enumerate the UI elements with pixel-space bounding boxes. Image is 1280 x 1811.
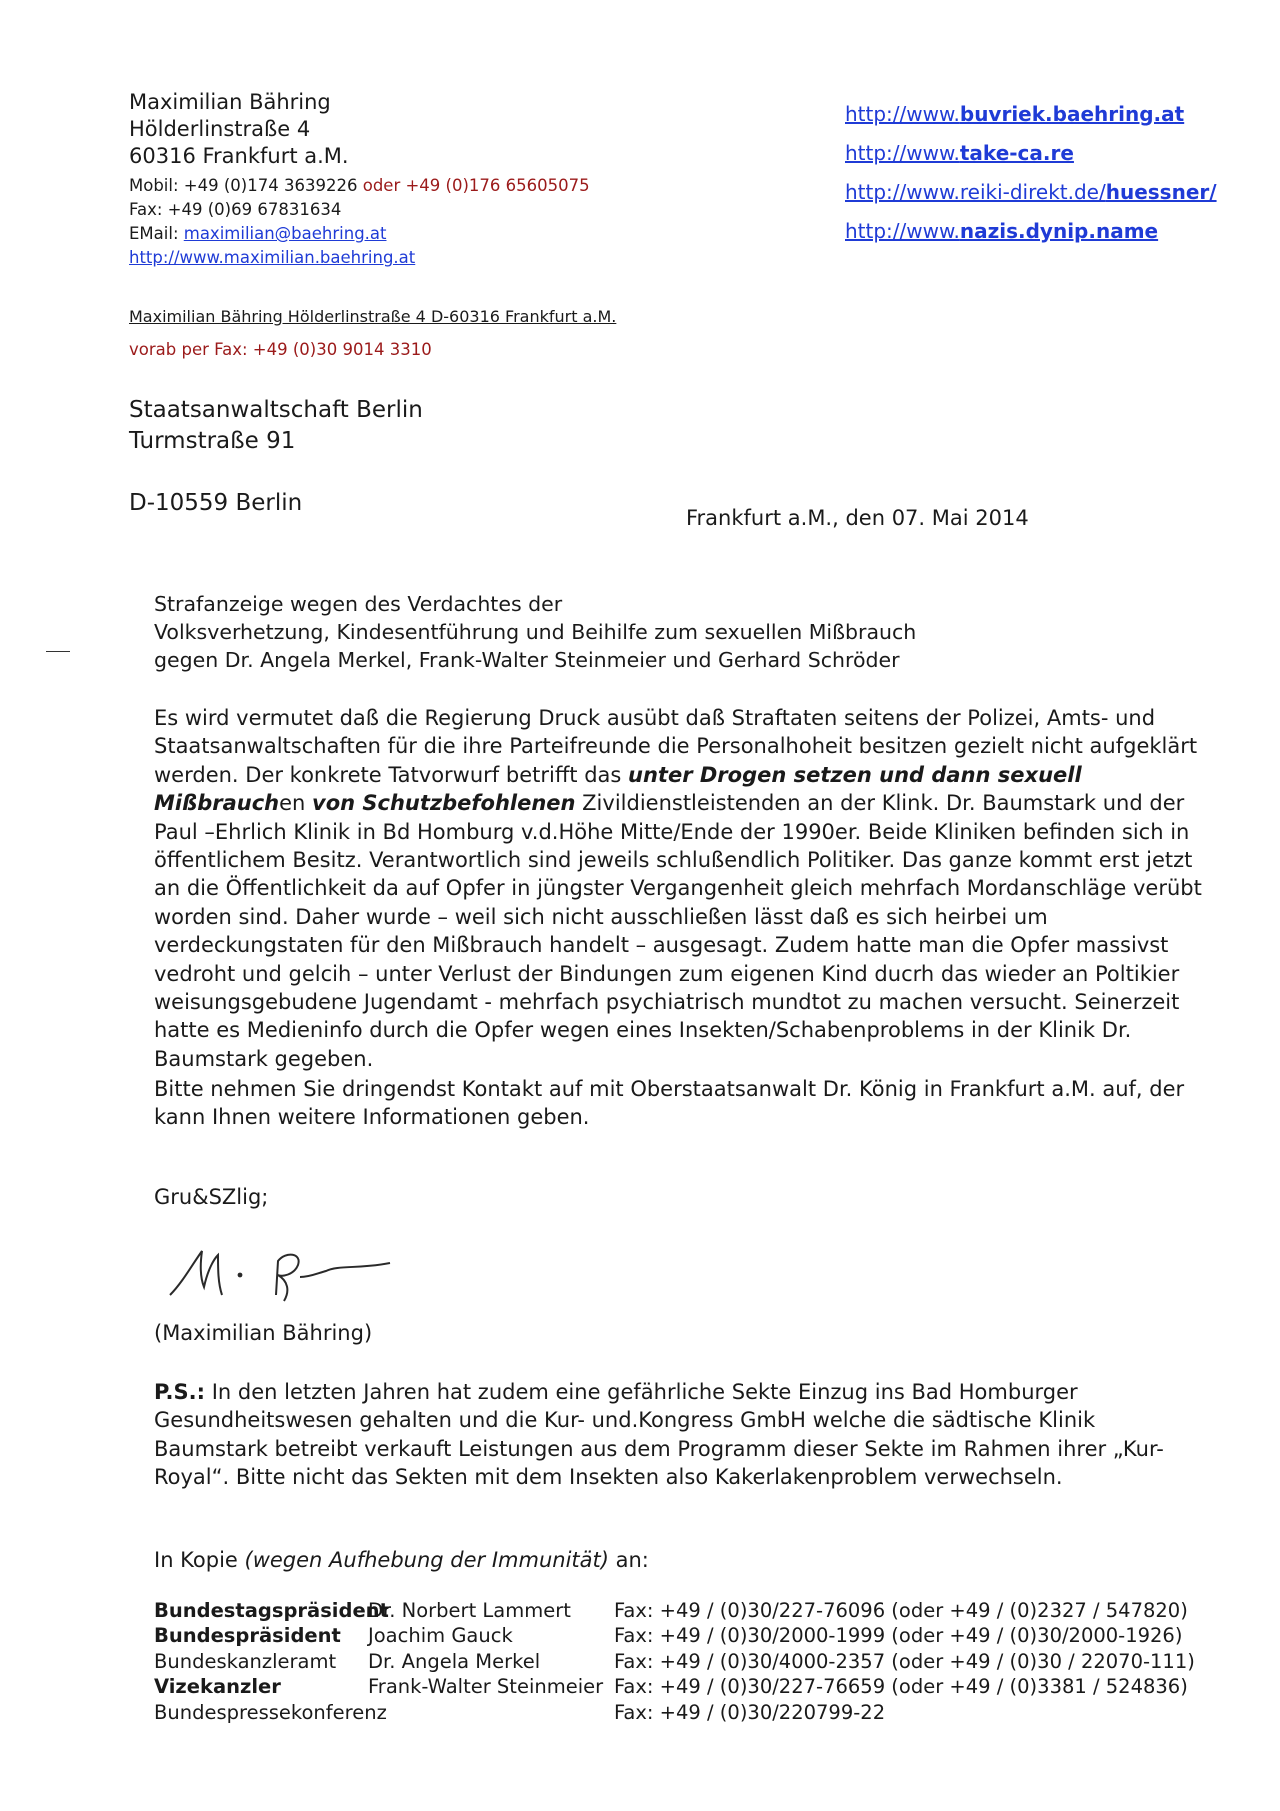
copy-person: Frank-Walter Steinmeier	[368, 1675, 604, 1698]
body-paragraph-1	[154, 704, 1214, 1073]
link-prefix: http://www.	[845, 141, 960, 165]
copy-org: Bundespräsident	[154, 1624, 341, 1647]
link-buvriek[interactable]	[845, 102, 1184, 126]
link-nazis[interactable]	[845, 219, 1158, 243]
copy-emphasis: (wegen Aufhebung der Immunität)	[244, 1548, 609, 1572]
fax-label: Fax:	[129, 200, 163, 219]
link-domain: huessner/	[1105, 180, 1217, 204]
sender-website-link[interactable]: http://www.maximilian.baehring.at	[129, 248, 416, 267]
copy-person: Dr. Norbert Lammert	[368, 1599, 571, 1622]
copy-org: Bundestagspräsident	[154, 1599, 389, 1622]
copy-fax: Fax: +49 / (0)30/227-76096 (oder +49 / (0)2327 / 547820)	[614, 1599, 1188, 1622]
vorab-label: vorab per Fax:	[129, 340, 248, 359]
email-label: EMail:	[129, 224, 179, 243]
postscript	[154, 1378, 1214, 1492]
subject-line-2: Volksverhetzung, Kindesentführung und Beihilfe zum sexuellen Mißbrauch	[154, 620, 917, 644]
sender-fax-line	[129, 200, 341, 219]
vorab-number: +49 (0)30 9014 3310	[252, 340, 432, 359]
sender-mobil-line	[129, 176, 590, 195]
p1-text-b: en	[279, 791, 313, 816]
copy-org: Bundeskanzleramt	[154, 1650, 337, 1673]
closing: Gru&SZlig;	[154, 1185, 269, 1209]
link-domain: take-ca.re	[959, 141, 1074, 165]
vorab-fax-line	[129, 340, 432, 359]
recipient-line-3: D-10559 Berlin	[129, 490, 303, 516]
return-address: Maximilian Bähring Hölderlinstraße 4 D-60316 Frankfurt a.M.	[129, 307, 617, 326]
mobil-number-1: +49 (0)174 3639226	[183, 176, 358, 195]
subject-line-1: Strafanzeige wegen des Verdachtes der	[154, 592, 563, 616]
mobil-oder: oder	[362, 176, 401, 195]
copy-fax: Fax: +49 / (0)30/227-76659 (oder +49 / (0)3381 / 524836)	[614, 1675, 1188, 1698]
signature-image	[160, 1225, 410, 1315]
p1-emphasis-1: unter Drogen setzen und dann sexuell Mißbrauch	[154, 762, 1082, 816]
ps-text: In den letzten Jahren hat zudem eine gefährliche Sekte Einzug ins Bad Homburger Gesundheitswesen gehalten und die Kur- und.Kongress GmbH welche die sädtische Klinik Baumstark betreibt verkauft Leistungen aus dem Programm dieser Sekte im Rahmen ihrer „Kur-Royal“. Bitte nicht das Sekten mit dem Insekten also Kakerlakenproblem verwechseln.	[154, 1380, 1164, 1490]
link-take-ca[interactable]	[845, 141, 1074, 165]
recipient-line-1: Staatsanwaltschaft Berlin	[129, 397, 423, 423]
link-reiki[interactable]	[845, 180, 1217, 204]
fold-mark	[46, 651, 70, 652]
sender-name: Maximilian Bähring	[129, 90, 331, 114]
sender-email-line	[129, 224, 387, 243]
copy-fax: Fax: +49 / (0)30/2000-1999 (oder +49 / (0)30/2000-1926)	[614, 1624, 1183, 1647]
link-domain: nazis.dynip.name	[959, 219, 1159, 243]
ps-label: P.S.:	[154, 1380, 206, 1404]
mobil-number-2: +49 (0)176 65605075	[405, 176, 590, 195]
copy-fax: Fax: +49 / (0)30/220799-22	[614, 1701, 886, 1724]
recipient-line-2: Turmstraße 91	[129, 428, 296, 454]
p1-emphasis-2: von Schutzbefohlenen	[312, 791, 576, 816]
copy-fax: Fax: +49 / (0)30/4000-2357 (oder +49 / (0)30 / 22070-111)	[614, 1650, 1195, 1673]
link-prefix: http://www.	[845, 219, 960, 243]
signature-name: (Maximilian Bähring)	[154, 1321, 373, 1345]
p1-text-a: Es wird vermutet daß die Regierung Druck ausübt daß Straftaten seitens der Polizei, Amts- und Staatsanwaltschaften für die ihre Parteifreunde die Personalhoheit besitzen gezielt nicht aufgeklärt werden. Der konkrete Tatvorwurf betrifft das	[154, 706, 1198, 787]
link-prefix: http://www.	[845, 102, 960, 126]
letter-date: Frankfurt a.M., den 07. Mai 2014	[686, 506, 1029, 530]
copy-person: Dr. Angela Merkel	[368, 1650, 541, 1673]
email-link[interactable]: maximilian@baehring.at	[183, 224, 387, 243]
p1-text-c: Zivildienstleistenden an der Klink. Dr. Baumstark und der Paul –Ehrlich Klinik in Bd Homburg v.d.Höhe Mitte/Ende der 1990er. Beide Kliniken befinden sich in öffentlichem Besitz. Verantwortlich sind jeweils schlußendlich Politiker. Das ganze kommt erst jetzt an die Öffentlichkeit da auf Opfer in jüngster Vergangenheit gleich mehrfach Mordanschläge verübt worden sind. Daher wurde – weil sich nicht ausschließen lässt daß es sich heirbei um verdeckungstaten für den Mißbrauch handelt – ausgesagt. Zudem hatte man die Opfer massivst vedroht und gelcih – unter Verlust der Bindungen zum eigenen Kind ducrh das wieder an Poltikier weisungsgebudene Jugendamt - mehrfach psychiatrisch mundtot zu machen versucht. Seinerzeit hatte es Medieninfo durch die Opfer wegen eines Insekten/Schabenproblems in der Klinik Dr. Baumstark gegeben.	[154, 791, 1202, 1071]
fax-number: +49 (0)69 67831634	[167, 200, 342, 219]
link-prefix: http://www.reiki-direkt.de/	[845, 180, 1106, 204]
copy-suffix: an:	[608, 1548, 649, 1572]
subject-line-3: gegen Dr. Angela Merkel, Frank-Walter Steinmeier und Gerhard Schröder	[154, 648, 900, 672]
copy-heading	[154, 1548, 649, 1572]
sender-city: 60316 Frankfurt a.M.	[129, 144, 349, 168]
link-domain: buvriek.baehring.at	[959, 102, 1185, 126]
copy-org: Bundespressekonferenz	[154, 1701, 387, 1724]
copy-person: Joachim Gauck	[368, 1624, 513, 1647]
body-paragraph-2: Bitte nehmen Sie dringendst Kontakt auf mit Oberstaatsanwalt Dr. König in Frankfurt a.M. auf, der kann Ihnen weitere Informationen geben.	[154, 1077, 1185, 1130]
mobil-label: Mobil:	[129, 176, 179, 195]
sender-street: Hölderlinstraße 4	[129, 117, 311, 141]
copy-org: Vizekanzler	[154, 1675, 281, 1698]
copy-prefix: In Kopie	[154, 1548, 245, 1572]
